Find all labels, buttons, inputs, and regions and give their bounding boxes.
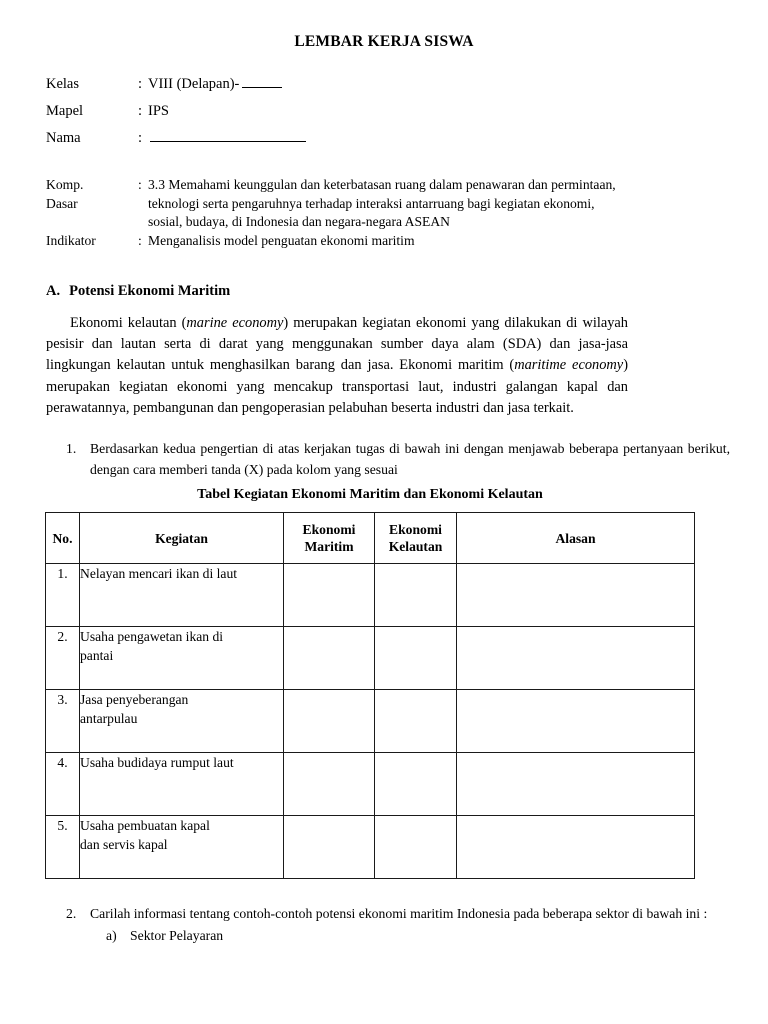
header-kelautan-line1: Ekonomi <box>389 522 442 537</box>
paragraph-part-1: Ekonomi kelautan ( <box>70 315 187 331</box>
table-row <box>46 690 695 753</box>
task-2-body <box>90 903 730 946</box>
kegiatan-2-line1: Usaha pengawetan ikan di <box>80 629 224 644</box>
paragraph-italic-maritime-economy: maritime economy <box>514 357 624 374</box>
cell-alasan-2[interactable] <box>457 627 695 690</box>
task-item-2 <box>66 903 730 946</box>
kegiatan-5-line1: Usaha pembuatan kapal <box>80 818 210 833</box>
cell-kelautan-5[interactable] <box>375 816 457 879</box>
table-row <box>46 753 695 816</box>
identity-label-nama: Nama <box>46 130 81 146</box>
task-2-text: Carilah informasi tentang contoh-contoh potensi ekonomi maritim Indonesia pada beberapa sektor di bawah ini : <box>90 906 708 921</box>
task-2-subitem-a <box>90 925 730 946</box>
cell-kelautan-1[interactable] <box>375 564 457 627</box>
identity-colon-mapel: : <box>138 103 143 119</box>
identity-label-kelas: Kelas <box>46 76 80 92</box>
header-maritim-line1: Ekonomi <box>302 522 356 537</box>
paragraph-part-2: ) merupakan kegiatan ekonomi yang dilakukan di wilayah pesisir dan lautan serta di darat yang menggunakan sumber daya alam (SDA) dan jasa-jasa lingkungan kelautan untuk menghasilkan barang dan jasa. Ekonomi maritim ( <box>46 315 629 374</box>
competency-colon-indikator: : <box>138 232 142 248</box>
cell-kegiatan-1 <box>80 564 284 627</box>
task-1-text: Berdasarkan kedua pengertian di atas kerjakan tugas di bawah ini dengan menjawab beberapa pertanyaan berikut, dengan cara memberi tanda (X) pada kolom yang sesuai <box>90 441 730 477</box>
cell-no-1: 1. <box>46 564 80 627</box>
table-header-kegiatan: Kegiatan <box>80 513 284 564</box>
cell-kegiatan-2 <box>80 627 284 690</box>
kegiatan-table <box>45 512 695 879</box>
identity-value-mapel: IPS <box>148 103 169 119</box>
table-header-ekonomi-maritim <box>284 513 375 564</box>
cell-maritim-2[interactable] <box>284 627 375 690</box>
competency-label-line1: Komp. <box>46 177 84 192</box>
kegiatan-5-line2: dan servis kapal <box>80 837 168 852</box>
task-2-number: 2. <box>66 906 77 921</box>
section-letter-a: A. <box>46 283 61 299</box>
identity-label-mapel: Mapel <box>46 103 84 119</box>
identity-block <box>46 76 666 157</box>
table-caption: Tabel Kegiatan Ekonomi Maritim dan Ekonomi Kelautan <box>197 487 543 502</box>
table-row <box>46 816 695 879</box>
task-1-number: 1. <box>66 441 77 456</box>
header-kelautan-line2: Kelautan <box>388 539 443 554</box>
paragraph-part-3: ) merupakan kegiatan ekonomi yang mencakup transportasi laut, industri galangan kapal dan perawatannya, pembangunan dan pengoperasian pelabuhan beserta industri dan jasa terkait. <box>46 357 628 416</box>
competency-label-line2: Dasar <box>46 195 78 211</box>
table-row <box>46 627 695 690</box>
section-heading-a <box>46 283 230 300</box>
cell-kegiatan-5 <box>80 816 284 879</box>
cell-kelautan-3[interactable] <box>375 690 457 753</box>
kegiatan-3-line2: antarpulau <box>80 711 138 726</box>
worksheet-table-wrapper <box>45 512 694 879</box>
competency-row-indikator <box>46 232 736 251</box>
cell-maritim-3[interactable] <box>284 690 375 753</box>
table-header-alasan: Alasan <box>457 513 695 564</box>
cell-no-4: 4. <box>46 753 80 816</box>
competency-label-indikator: Indikator <box>46 232 96 248</box>
cell-no-2: 2. <box>46 627 80 690</box>
kegiatan-1-line1: Nelayan mencari ikan di laut <box>80 566 238 581</box>
cell-alasan-1[interactable] <box>457 564 695 627</box>
competency-kd-line1: 3.3 Memahami keunggulan dan keterbatasan ruang dalam penawaran dan permintaan, <box>148 177 616 192</box>
competency-text-kd <box>148 176 736 232</box>
task-item-1 <box>66 438 730 480</box>
identity-colon-kelas: : <box>138 76 143 92</box>
cell-alasan-5[interactable] <box>457 816 695 879</box>
cell-maritim-4[interactable] <box>284 753 375 816</box>
identity-row-nama <box>46 130 666 157</box>
cell-kelautan-2[interactable] <box>375 627 457 690</box>
competency-row-kompetensi-dasar <box>46 176 736 232</box>
kelas-blank-field[interactable] <box>242 87 282 88</box>
section-a-paragraph <box>46 313 628 419</box>
cell-kegiatan-3 <box>80 690 284 753</box>
competency-kd-line2: teknologi serta pengaruhnya terhadap interaksi antarruang bagi kegiatan ekonomi, <box>148 195 595 211</box>
competency-colon-kd: : <box>138 177 142 192</box>
cell-maritim-5[interactable] <box>284 816 375 879</box>
competency-label-kompetensi-dasar <box>46 176 138 213</box>
table-row <box>46 564 695 627</box>
competency-block <box>46 176 736 250</box>
identity-value-kelas: VIII (Delapan)- <box>148 76 240 92</box>
cell-alasan-3[interactable] <box>457 690 695 753</box>
kegiatan-4-line1: Usaha budidaya rumput laut <box>80 755 234 770</box>
cell-alasan-4[interactable] <box>457 753 695 816</box>
table-header-ekonomi-kelautan <box>375 513 457 564</box>
nama-blank-field[interactable] <box>150 141 306 142</box>
identity-colon-nama: : <box>138 130 143 146</box>
table-header-no: No. <box>46 513 80 564</box>
task-2-subitem-list <box>90 925 730 946</box>
subitem-a-marker: a) <box>106 928 117 943</box>
identity-row-kelas <box>46 76 666 103</box>
cell-no-3: 3. <box>46 690 80 753</box>
kegiatan-3-line1: Jasa penyeberangan <box>80 692 189 707</box>
subitem-a-label: Sektor Pelayaran <box>130 928 224 943</box>
page-title: LEMBAR KERJA SISWA <box>294 33 474 50</box>
kegiatan-2-line2: pantai <box>80 648 114 663</box>
cell-maritim-1[interactable] <box>284 564 375 627</box>
competency-kd-line3: sosial, budaya, di Indonesia dan negara-negara ASEAN <box>148 214 450 229</box>
table-header-row <box>46 513 695 564</box>
section-title-a: Potensi Ekonomi Maritim <box>69 283 231 299</box>
cell-kegiatan-4 <box>80 753 284 816</box>
identity-row-mapel <box>46 103 666 130</box>
paragraph-italic-marine-economy: marine economy <box>186 315 284 331</box>
header-maritim-line2: Maritim <box>304 539 354 554</box>
cell-kelautan-4[interactable] <box>375 753 457 816</box>
competency-text-indikator: Menganalisis model penguatan ekonomi maritim <box>148 232 415 248</box>
cell-no-5: 5. <box>46 816 80 879</box>
